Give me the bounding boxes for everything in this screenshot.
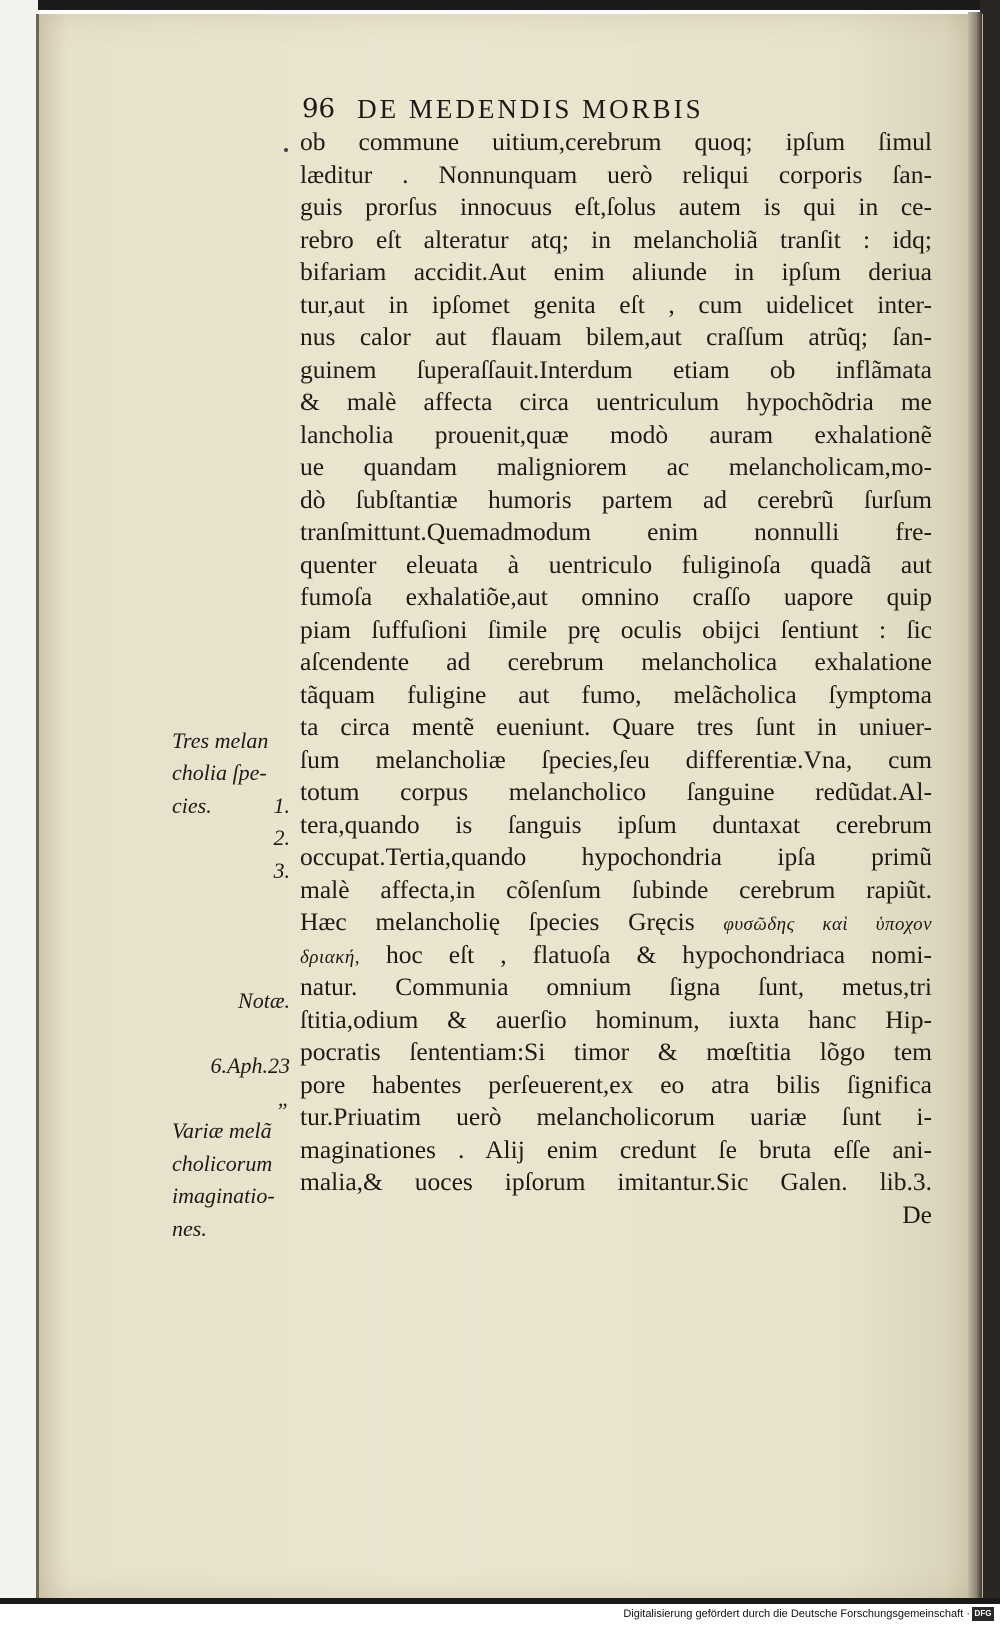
text-line: ue quandam maligniorem ac melancholicam,mo-: [300, 452, 932, 481]
margin-note: Notæ.: [238, 988, 290, 1013]
text-line: natur. Communia omnium ſigna ſunt, metus,tri: [300, 972, 932, 1001]
text-line: tur,aut in ipſomet genita eſt , cum uidelicet inter-: [300, 289, 932, 319]
text-line: fumoſa exhalatiõe,aut omnino craſſo uapore quip: [300, 582, 932, 611]
catchword: De: [902, 1199, 932, 1229]
margin-note: Variæ melã: [172, 1118, 272, 1143]
margin-note: Tres melan: [172, 728, 269, 753]
greek-text: δριακή,: [300, 946, 360, 968]
text-line: occupat.Tertia,quando hypochondria ipſa primũ: [300, 842, 932, 871]
text-line: ob commune uitium,cerebrum quoq; ipſum ſimul: [300, 127, 932, 156]
text-line: malè affecta,in cõſenſum ſubinde cerebrum rapiũt.: [300, 874, 932, 904]
margin-note: 6.Aph.23: [210, 1053, 290, 1078]
text-line: dò ſubſtantiæ humoris partem ad cerebrũ ſurſum: [300, 484, 932, 514]
text-line: maginationes . Alij enim credunt ſe bruta eſſe ani-: [300, 1134, 932, 1164]
text-line: piam ſuffuſioni ſimile prę oculis obijci ſentiunt : ſic: [300, 614, 932, 644]
scanner-backdrop-top: [0, 0, 1000, 10]
text-line: rebro eſt alteratur atq; in melancholiã tranſit : idq;: [300, 224, 932, 254]
running-title: DE MEDENDIS MORBIS: [357, 93, 704, 124]
text-line: malia,& uoces ipſorum imitantur.Sic Galen. lib.3.: [300, 1167, 932, 1196]
text-line: & malè affecta circa uentriculum hypochõdria me: [300, 387, 932, 416]
text-line: guis prorſus innocuus eſt,ſolus autem is qui in ce-: [300, 192, 932, 221]
margin-note: cholia ſpe-: [172, 760, 267, 785]
digitization-footer: [0, 1604, 1000, 1627]
text-line: tera,quando is ſanguis ipſum duntaxat cerebrum: [300, 809, 932, 839]
dfg-logo: DFG: [972, 1607, 994, 1621]
margin-quote-mark: „: [277, 1086, 290, 1111]
running-head: [302, 92, 842, 126]
text-line: lancholia prouenit,quæ modò auram exhalationẽ: [300, 419, 932, 449]
page-edge: [968, 12, 982, 1600]
text-line: guinem ſuperaſſauit.Interdum etiam ob inflãmata: [300, 354, 932, 384]
text-line: nus calor aut flauam bilem,aut craſſum atrũq; ſan-: [300, 322, 932, 351]
margin-note: cies.: [172, 793, 212, 818]
text-line: bifariam accidit.Aut enim aliunde in ipſum deriua: [300, 257, 932, 286]
text-line: tãquam fuligine aut fumo, melãcholica ſymptoma: [300, 679, 932, 709]
scanner-backdrop-left: [0, 0, 38, 1600]
text-line: pocratis ſententiam:Si timor & mœſtitia lõgo tem: [300, 1037, 932, 1066]
text-line: tranſmittunt.Quemadmodum enim nonnulli fre-: [300, 517, 932, 546]
margin-number: 1.: [273, 793, 290, 818]
margin-note: nes.: [172, 1216, 207, 1241]
margin-number: 3.: [273, 858, 290, 883]
margin-note: imaginatio-: [172, 1183, 275, 1208]
text-line-with-greek: [300, 906, 932, 939]
greek-text: φυσῶδης καὶ ὑποχον: [723, 914, 932, 935]
margin-number: 2.: [273, 825, 290, 850]
scanner-backdrop-right: [980, 0, 1000, 1600]
text-line: quenter eleuata à uentriculo fuliginoſa quadã aut: [300, 549, 932, 579]
margin-note: cholicorum: [172, 1151, 273, 1176]
body-text: [300, 126, 932, 1231]
text-line: ſtitia,odium & auerſio hominum, iuxta hanc Hip-: [300, 1004, 932, 1034]
text-line: ta circa mentẽ eueniunt. Quare tres ſunt in uniuer-: [300, 712, 932, 741]
text-line: aſcendente ad cerebrum melancholica exhalatione: [300, 647, 932, 676]
text-line: læditur . Nonnunquam uerò reliqui corporis ſan-: [300, 159, 932, 189]
page-number: 96: [302, 94, 336, 124]
text-line: tur.Priuatim uerò melancholicorum uariæ ſunt i-: [300, 1102, 932, 1131]
text-segment: Hæc melancholię ſpecies Gręcis: [300, 907, 695, 936]
text-segment: hoc eſt , flatuoſa & hypochondriaca nomi-: [385, 939, 932, 969]
footer-credit: Digitalisierung gefördert durch die Deutsche Forschungsgemeinschaft ·: [623, 1608, 970, 1620]
text-line: totum corpus melancholico ſanguine redũdat.Al-: [300, 777, 932, 806]
text-line: pore habentes perſeuerent,ex eo atra bilis ſignifica: [300, 1069, 932, 1099]
text-line: ſum melancholiæ ſpecies,ſeu differentiæ.Vna, cum: [300, 744, 932, 774]
ink-dot: [284, 148, 288, 152]
text-line-with-greek: [300, 939, 932, 972]
